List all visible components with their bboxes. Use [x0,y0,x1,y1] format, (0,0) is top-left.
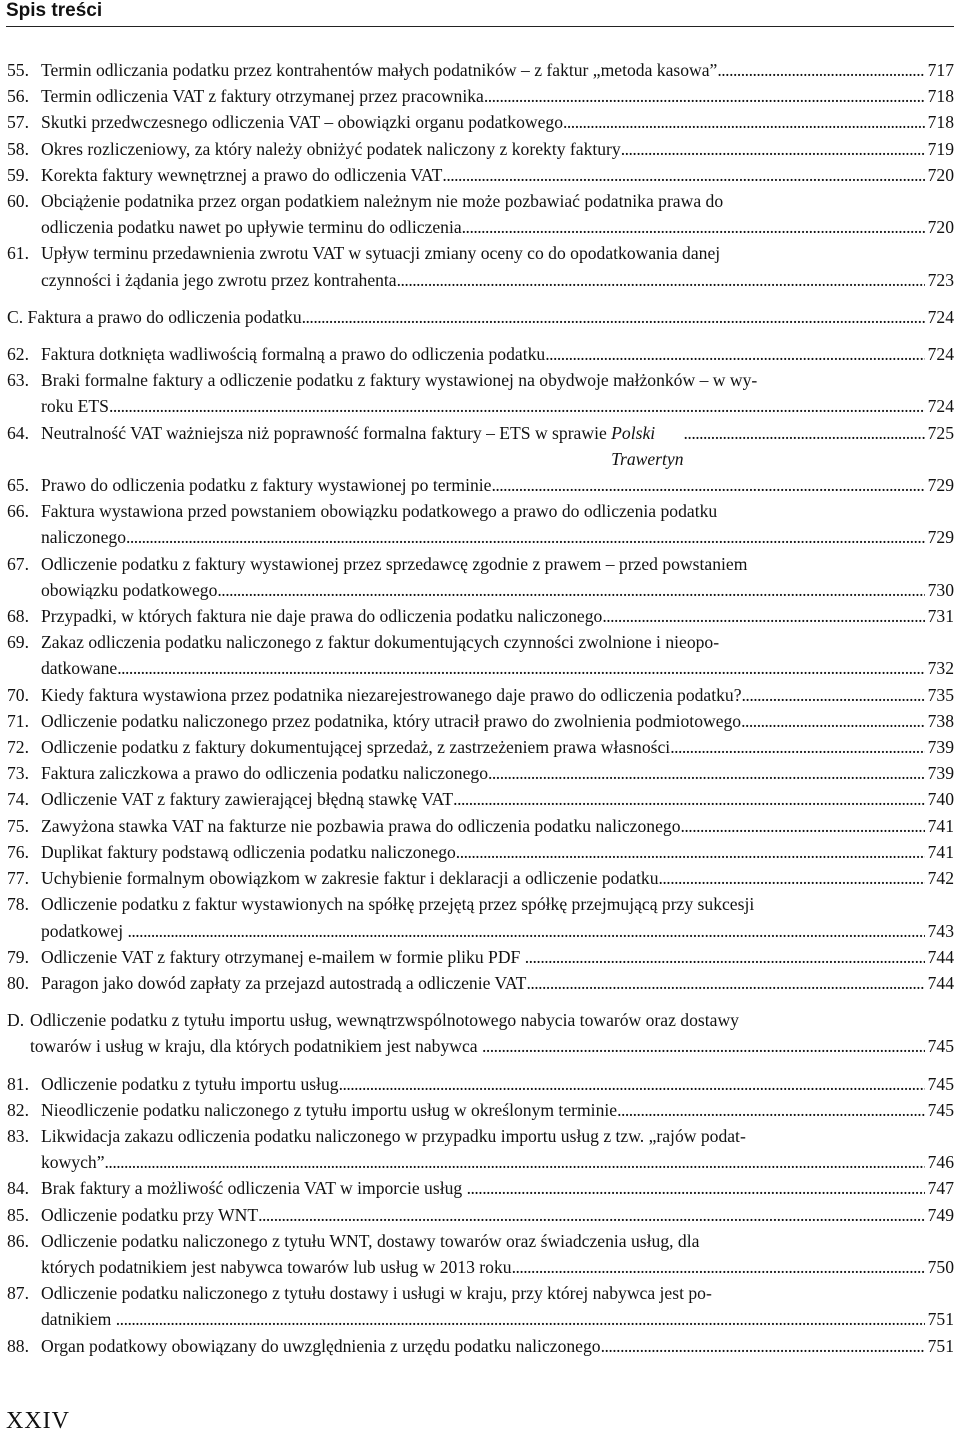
toc-entry-text: których podatnikiem jest nabywca towarów lub usług w 2013 roku [41,1256,512,1277]
toc-entry[interactable] [7,109,954,135]
toc-page-number: 730 [927,579,954,600]
toc-page-number: 740 [927,789,954,810]
dot-leader [456,839,925,865]
toc-page-number: 745 [927,1073,954,1094]
toc-page-number: 751 [927,1335,954,1356]
dot-leader [488,760,925,786]
toc-entry-text: naliczonego [41,527,126,548]
toc-entry-text: datkowane [41,658,118,679]
toc-entry-number: 63. [7,370,29,391]
toc-entry-text: Kiedy faktura wystawiona przez podatnika niezarejestrowanego daje prawo do odliczenia podatku? [41,684,742,705]
toc-entry-text: Korekta faktury wewnętrznej a prawo do odliczenia VAT [41,164,443,185]
toc-entry-number: 73. [7,763,29,784]
toc-page-number: 724 [927,344,954,365]
page-header [6,0,954,30]
toc-entry-number: 81. [7,1073,29,1094]
toc-entry-text: Odliczenie podatku naliczonego przez podatnika, który utracił prawo do zwolnienia podmiotowego [41,710,742,731]
toc-entry-number: 88. [7,1335,29,1356]
toc-entry-text: Prawo do odliczenia podatku z faktury wystawionej po terminie [41,475,492,496]
toc-entry-number: 78. [7,894,29,915]
dot-leader [453,786,924,812]
toc-page-number: 741 [927,815,954,836]
dot-leader [545,341,924,367]
toc-entry-text: Faktura dotknięta wadliwością formalną a prawo do odliczenia podatku [41,344,546,365]
toc-entry-text: C. Faktura a prawo do odliczenia podatku [7,306,302,327]
toc-entry-text: Organ podatkowy obowiązany do uwzględnienia z urzędu podatku naliczonego [41,1335,601,1356]
toc-entry-text: roku ETS [41,396,109,417]
dot-leader [670,734,924,760]
toc-entry-text: kowych” [41,1152,105,1173]
toc-entry-text: Odliczenie podatku z faktury dokumentującej sprzedaż, z zastrzeżeniem prawa własności [41,737,671,758]
dot-leader [526,970,924,996]
toc-entry[interactable] [7,136,954,162]
toc-entry-number: 85. [7,1204,29,1225]
toc-entry-text: Brak faktury a możliwość odliczenia VAT w imporcie usług [41,1178,467,1199]
toc-entry-text: Odliczenie podatku z faktury wystawionej przez sprzedawcę zgodnie z prawem – przed powstaniem [41,553,748,574]
toc-page-number: 723 [927,269,954,290]
toc-page-number: 742 [927,868,954,889]
table-of-contents [7,57,954,1359]
toc-page-number: 724 [927,306,954,327]
toc-entry-number: 74. [7,789,29,810]
toc-entry-text: Termin odliczania podatku przez kontrahentów małych podatników – z faktur „metoda kasowa” [41,60,718,80]
dot-leader [482,1033,925,1059]
toc-entry-text: Likwidacja zakazu odliczenia podatku naliczonego w przypadku importu usług z tzw. „rajów podat- [41,1125,746,1146]
dot-leader [397,267,925,293]
dot-leader [602,603,924,629]
toc-entry-text: Odliczenie podatku naliczonego z tytułu WNT, dostawy towarów oraz świadczenia usług, dla [41,1230,700,1251]
toc-entry-number: 82. [7,1099,29,1120]
toc-entry[interactable] [7,970,954,996]
page-number: XXIV [6,1408,70,1434]
toc-entry[interactable] [7,734,954,760]
toc-entry[interactable] [7,1123,954,1175]
toc-entry-number: 70. [7,684,29,705]
toc-entry-number: 86. [7,1230,29,1251]
dot-leader [491,472,924,498]
dot-leader [258,1202,925,1228]
toc-entry[interactable] [7,83,954,109]
toc-entry[interactable] [7,682,954,708]
dot-leader [127,918,924,944]
toc-page-number: 725 [927,422,954,443]
toc-section-heading[interactable] [7,304,954,330]
toc-entry[interactable] [7,57,954,83]
dot-leader [116,1306,925,1332]
toc-page-number: 739 [927,737,954,758]
dot-leader [462,214,925,240]
toc-page-number: 749 [927,1204,954,1225]
toc-entry[interactable] [7,188,954,240]
toc-entry-number: 66. [7,501,29,522]
toc-entry-text: Upływ terminu przedawnienia zwrotu VAT w sytuacji zmiany oceny co do opodatkowania danej [41,243,721,264]
toc-entry-text: podatkowej [41,920,128,941]
toc-entry-text: Nieodliczenie podatku naliczonego z tytułu importu usług w określonym terminie [41,1099,618,1120]
toc-entry[interactable] [7,839,954,865]
toc-page-number: 724 [927,396,954,417]
dot-leader [621,136,925,162]
toc-entry-number: 71. [7,710,29,731]
toc-entry-text: Skutki przedwczesnego odliczenia VAT – obowiązki organu podatkowego [41,112,563,133]
dot-leader [117,655,924,681]
toc-entry-italic-text: Polski Trawertyn [611,422,684,469]
dot-leader [741,708,925,734]
toc-entry[interactable] [7,865,954,891]
toc-entry[interactable] [7,240,954,292]
toc-entry-number: 60. [7,191,29,212]
toc-entry[interactable] [7,813,954,839]
toc-entry[interactable] [7,603,954,629]
dot-leader [512,1254,925,1280]
toc-entry[interactable] [7,944,954,970]
dot-leader [659,865,925,891]
toc-entry[interactable] [7,1097,954,1123]
toc-entry[interactable] [7,708,954,734]
toc-entry-number: 57. [7,112,29,133]
toc-entry-text: Braki formalne faktury a odliczenie podatku z faktury wystawionej na obydwoje małżonków – w wy- [41,370,758,391]
toc-entry[interactable] [7,1228,954,1280]
toc-entry-text: czynności i żądania jego zwrotu przez kontrahenta [41,269,397,290]
toc-page-number: 743 [927,920,954,941]
toc-entry[interactable] [7,1333,954,1359]
toc-entry[interactable] [7,891,954,943]
toc-page-number: 750 [927,1256,954,1277]
toc-entry[interactable] [7,420,954,472]
toc-entry-text: Faktura wystawiona przed powstaniem obowiązku podatkowego a prawo do odliczenia podatku [41,501,718,522]
toc-entry-number: 62. [7,344,29,365]
dot-leader [717,57,924,83]
toc-entry-number: 83. [7,1125,29,1146]
toc-entry-text: Zawyżona stawka VAT na fakturze nie pozbawia prawa do odliczenia podatku naliczonego [41,815,681,836]
toc-page-number: 738 [927,710,954,731]
toc-page-number: 720 [927,164,954,185]
dot-leader [484,83,925,109]
toc-entry-number: 61. [7,243,29,264]
toc-entry[interactable] [7,1280,954,1332]
toc-entry-text: Odliczenie podatku naliczonego z tytułu dostawy i usługi w kraju, przy której nabywca jest po- [41,1283,712,1304]
toc-page-number: 744 [927,946,954,967]
dot-leader [109,393,925,419]
toc-entry-number: 56. [7,86,29,107]
toc-entry-text: towarów i usług w kraju, dla których podatnikiem jest nabywca [30,1036,482,1057]
toc-entry-text: Duplikat faktury podstawą odliczenia podatku naliczonego [41,841,456,862]
toc-entry-number: 65. [7,475,29,496]
toc-entry-number: 84. [7,1178,29,1199]
toc-page-number: 732 [927,658,954,679]
dot-leader [126,524,925,550]
section-gap [7,293,954,304]
toc-entry-number: 75. [7,815,29,836]
toc-entry-number: 59. [7,164,29,185]
toc-entry[interactable] [7,341,954,367]
toc-entry-text: Termin odliczenia VAT z faktury otrzymanej przez pracownika [41,86,484,107]
dot-leader [617,1097,925,1123]
toc-page-number: 729 [927,475,954,496]
toc-entry-number: 55. [7,60,29,80]
toc-entry[interactable] [7,367,954,419]
toc-entry-number: 79. [7,946,29,967]
dot-leader [563,109,925,135]
dot-leader [681,813,925,839]
toc-entry-text: Uchybienie formalnym obowiązkom w zakresie faktur i deklaracji a odliczenie podatku [41,868,659,889]
toc-entry-text: Zakaz odliczenia podatku naliczonego z faktur dokumentujących czynności zwolnione i nieopo- [41,632,720,653]
dot-leader [302,304,925,330]
toc-entry[interactable] [7,786,954,812]
toc-page-number: 746 [927,1152,954,1173]
dot-leader [742,682,925,708]
toc-entry-text: Odliczenie podatku z tytułu importu usług, wewnątrzwspólnotowego nabycia towarów oraz dostawy [30,1010,739,1031]
toc-page-number: 735 [927,684,954,705]
toc-page-number: 718 [927,86,954,107]
toc-page-number: 731 [927,606,954,627]
section-gap [7,1060,954,1071]
toc-page-number: 729 [927,527,954,548]
toc-entry-number: 76. [7,841,29,862]
toc-page-number: 719 [927,138,954,159]
toc-entry-text: Okres rozliczeniowy, za który należy obniżyć podatek naliczony z korekty faktury [41,138,621,159]
dot-leader [525,944,925,970]
header-title: Spis treści [6,0,106,22]
toc-entry-number: 87. [7,1283,29,1304]
toc-entry-number: 77. [7,868,29,889]
toc-entry[interactable] [7,162,954,188]
toc-entry-text: Obciążenie podatnika przez organ podatkiem należnym nie może pozbawiać podatnika prawa do [41,191,724,212]
toc-entry-text: Odliczenie podatku przy WNT [41,1204,259,1225]
toc-page-number: 741 [927,841,954,862]
toc-entry-text: Faktura zaliczkowa a prawo do odliczenia podatku naliczonego [41,763,488,784]
toc-entry-text: datnikiem [41,1309,116,1330]
toc-entry-text: Odliczenie podatku z faktur wystawionych na spółkę przejętą przez spółkę przejmującą przy sukcesji [41,894,755,915]
toc-page-number: 745 [927,1036,954,1057]
toc-page-number: 745 [927,1099,954,1120]
dot-leader [442,162,924,188]
toc-entry-text: obowiązku podatkowego [41,579,218,600]
toc-entry-text: Odliczenie podatku z tytułu importu usług [41,1073,339,1094]
toc-entry-text: Przypadki, w których faktura nie daje prawa do odliczenia podatku naliczonego [41,606,603,627]
toc-entry[interactable] [7,760,954,786]
toc-entry-number: 58. [7,138,29,159]
toc-page-number: 739 [927,763,954,784]
toc-page-number: 751 [927,1309,954,1330]
dot-leader [217,577,924,603]
toc-page-number: 717 [927,60,954,80]
toc-entry-text: Neutralność VAT ważniejsza niż poprawność formalna faktury – ETS w sprawie [41,422,612,443]
toc-page-number: 718 [927,112,954,133]
toc-entry-number: 68. [7,606,29,627]
toc-entry-number: 64. [7,422,29,443]
toc-entry-number: 67. [7,553,29,574]
toc-page-number: 744 [927,972,954,993]
dot-leader [339,1071,925,1097]
toc-section-heading[interactable] [7,1007,954,1059]
dot-leader [684,420,925,446]
section-gap [7,330,954,341]
toc-entry[interactable] [7,498,954,550]
section-gap [7,996,954,1007]
toc-entry[interactable] [7,1202,954,1228]
toc-entry-number: 69. [7,632,29,653]
toc-entry[interactable] [7,1071,954,1097]
toc-entry-text: Odliczenie VAT z faktury zawierającej błędną stawkę VAT [41,789,454,810]
toc-entry-number: 80. [7,972,29,993]
toc-entry[interactable] [7,551,954,603]
toc-entry-number: 72. [7,737,29,758]
toc-entry[interactable] [7,1175,954,1201]
toc-entry-text: Paragon jako dowód zapłaty za przejazd autostradą a odliczenie VAT [41,972,527,993]
toc-entry-text: odliczenia podatku nawet po upływie terminu do odliczenia [41,217,462,238]
toc-entry-number: D. [7,1010,25,1031]
toc-page-number: 747 [927,1178,954,1199]
header-rule [6,26,954,27]
dot-leader [467,1175,925,1201]
toc-entry[interactable] [7,472,954,498]
dot-leader [105,1149,925,1175]
toc-entry-text: Odliczenie VAT z faktury otrzymanej e-mailem w formie pliku PDF [41,946,525,967]
toc-entry[interactable] [7,629,954,681]
dot-leader [601,1333,925,1359]
toc-page-number: 720 [927,217,954,238]
